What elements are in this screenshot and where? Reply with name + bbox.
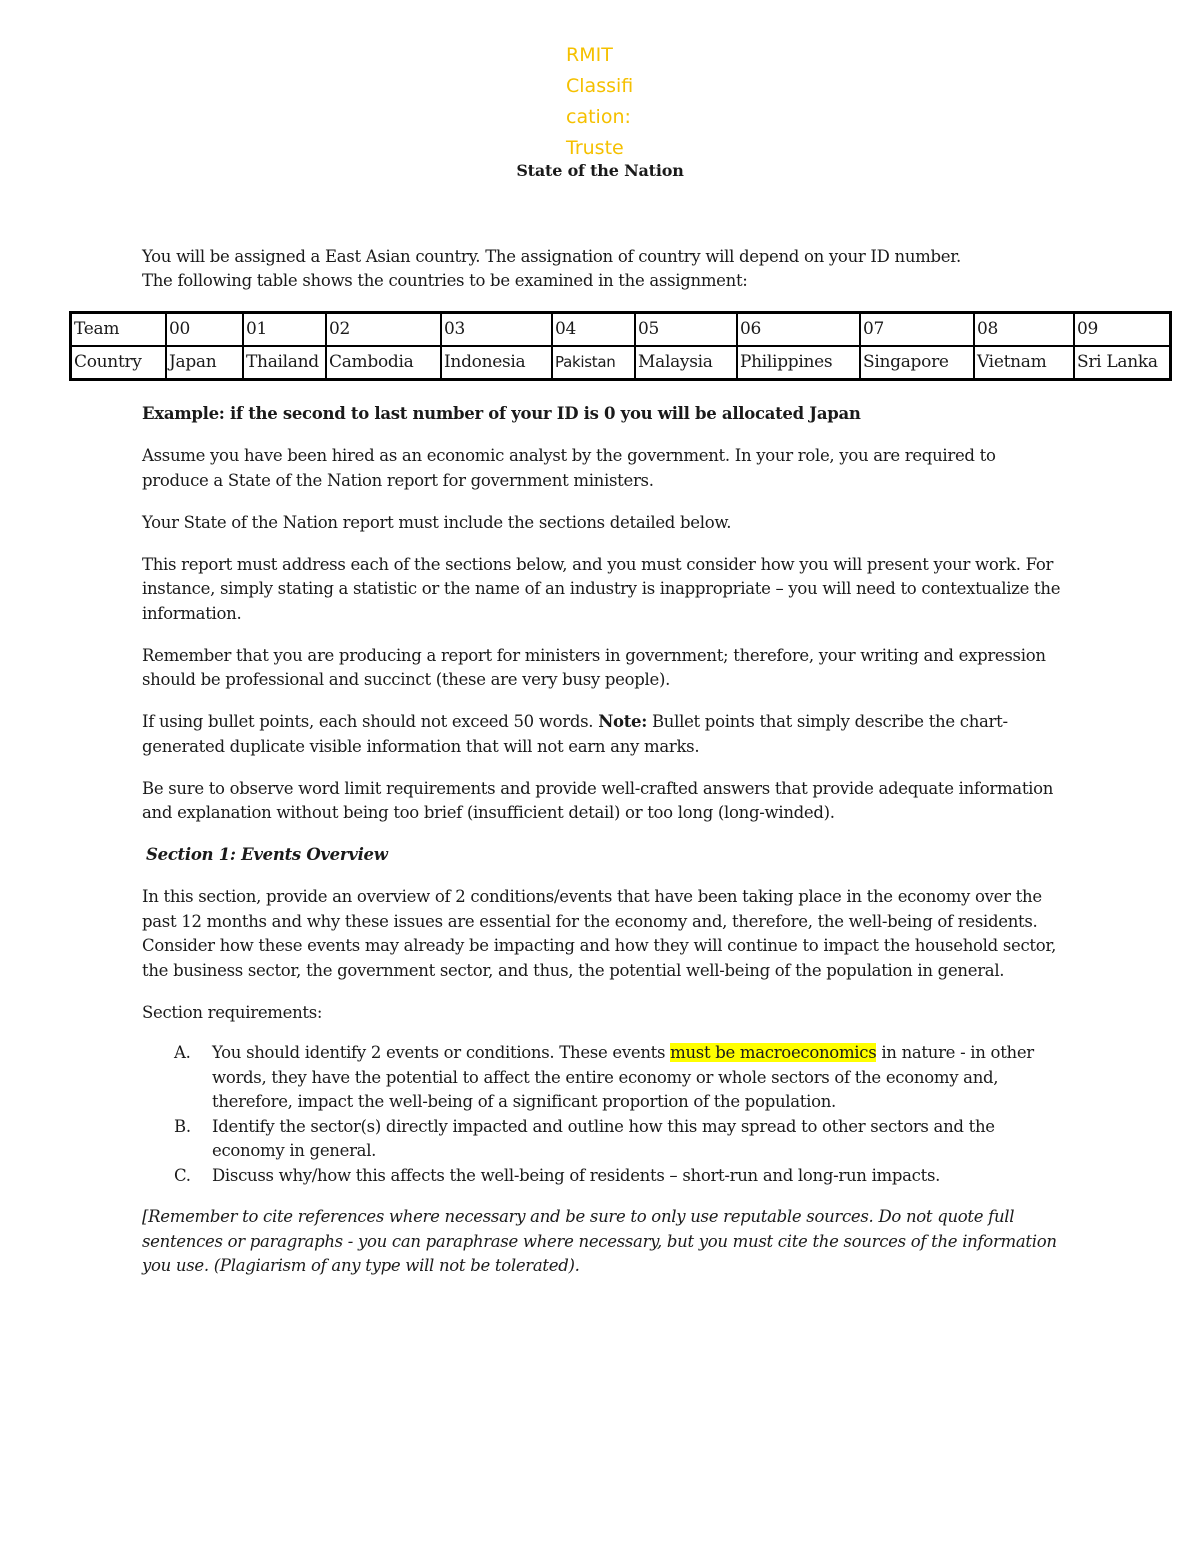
section-1-heading: Section 1: Events Overview [146, 845, 388, 864]
country-cell: Philippines [737, 346, 860, 380]
paragraph-presentation: This report must address each of the sections below, and you must consider how you will present your work. For instance, simply stating a statistic or the name of an industry is inappropriate – you will need to contextualize the information. [142, 554, 1061, 623]
highlighted-text: must be macroeconomics [670, 1043, 877, 1062]
requirement-marker: A. [174, 1043, 191, 1062]
intro-text [142, 245, 1062, 293]
paragraph-audience: Remember that you are producing a report for ministers in government; therefore, your writing and expression should be professional and succinct (these are very busy people). [142, 645, 1046, 689]
country-header-cell: Country [71, 346, 167, 380]
country-cell: Japan [166, 346, 243, 380]
paragraph-role: Assume you have been hired as an economic analyst by the government. In your role, you are required to produce a State of the Nation report for government ministers. [142, 446, 996, 490]
requirement-item [174, 1115, 1062, 1164]
document-title: State of the Nation [516, 161, 684, 180]
country-cell: Singapore [860, 346, 974, 380]
intro-line: You will be assigned a East Asian country. The assignation of country will depend on your ID number. [142, 247, 961, 266]
team-row [71, 313, 1171, 347]
intro-line: The following table shows the countries to be examined in the assignment: [142, 271, 748, 290]
example-note: Example: if the second to last number of your ID is 0 you will be allocated Japan [142, 404, 861, 423]
requirement-marker: B. [174, 1116, 191, 1136]
classification-line: Classifi [566, 75, 634, 97]
assignment-body [142, 402, 1062, 1296]
requirement-text: in nature - in other words, they have the potential to affect the entire economy or whole sectors of the economy and, therefore, impact the well-being of a significant proportion of the population. [212, 1043, 1034, 1111]
paragraph-word-limit: Be sure to observe word limit requirements and provide well-crafted answers that provide adequate information and explanation without being too brief (insufficient detail) or too long (long-winded). [142, 778, 1054, 822]
team-cell: 01 [243, 313, 326, 347]
country-cell: Vietnam [974, 346, 1074, 380]
classification-line: cation: [566, 106, 631, 128]
country-cell: Indonesia [441, 346, 552, 380]
classification-label [566, 40, 656, 164]
section-requirements-label: Section requirements: [142, 1002, 323, 1022]
team-cell: 09 [1074, 313, 1171, 347]
requirements-list [142, 1041, 1062, 1188]
team-cell: 08 [974, 313, 1074, 347]
team-cell: 02 [326, 313, 441, 347]
team-cell: 05 [635, 313, 737, 347]
country-cell: Cambodia [326, 346, 441, 380]
country-cell: Sri Lanka [1074, 346, 1171, 380]
team-cell: 03 [441, 313, 552, 347]
paragraph-sections: Your State of the Nation report must include the sections detailed below. [142, 512, 732, 532]
requirement-marker: C. [174, 1165, 191, 1185]
team-cell: 00 [166, 313, 243, 347]
bullet-rule-text: If using bullet points, each should not exceed 50 words. [142, 712, 599, 731]
section-1-overview: In this section, provide an overview of 2 conditions/events that have been taking place in the economy over the past 12 months and why these issues are essential for the economy and, therefore, the well-being of residents. Consider how these events may already be impacting and how they will continue to impact the household sector, the business sector, the government sector, and thus, the potential well-being of the population in general. [142, 887, 1057, 980]
country-cell: Malaysia [635, 346, 737, 380]
country-cell: Pakistan [552, 346, 635, 380]
requirement-text: Identify the sector(s) directly impacted and outline how this may spread to other sectors and the economy in general. [212, 1116, 995, 1160]
requirement-text: You should identify 2 events or conditions. These events [212, 1043, 671, 1062]
country-row [71, 346, 1171, 380]
team-cell: 07 [860, 313, 974, 347]
note-label: Note: [598, 712, 648, 731]
team-header-cell: Team [71, 313, 167, 347]
classification-line: RMIT [566, 44, 613, 66]
team-cell: 04 [552, 313, 635, 347]
paragraph-bullet-points [142, 710, 1062, 759]
bullet-note-text: Bullet points that simply describe the chart-generated duplicate visible information that will not earn any marks. [142, 712, 1008, 756]
requirement-text: Discuss why/how this affects the well-being of residents – short-run and long-run impacts. [212, 1165, 941, 1185]
requirement-item [174, 1164, 1062, 1189]
classification-line: Truste [566, 137, 624, 159]
country-cell: Thailand [243, 346, 326, 380]
team-cell: 06 [737, 313, 860, 347]
country-assignment-table [69, 311, 1172, 381]
citation-reminder: [Remember to cite references where necessary and be sure to only use reputable sources. Do not quote full sentences or paragraphs - you can paraphrase where necessary, but you must cite the sources of the information you use. (Plagiarism of any type will not be tolerated). [142, 1207, 1057, 1275]
requirement-item [174, 1041, 1062, 1115]
